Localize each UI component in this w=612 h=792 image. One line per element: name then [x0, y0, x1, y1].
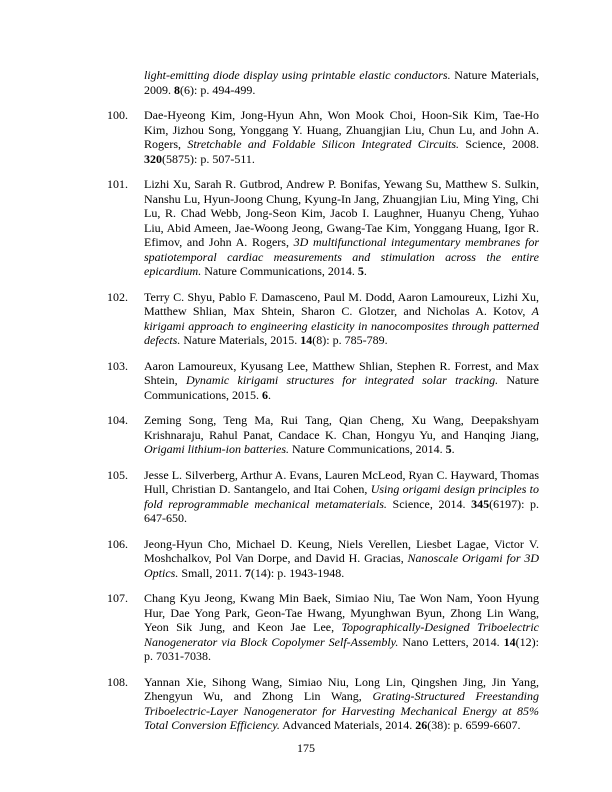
reference-item	[107, 468, 539, 526]
reference-text	[144, 413, 539, 456]
text-segment-italic: 3D multifunctional integumentary membranes for spatiotemporal cardiac measurements and stimulation across the entire epicardium.	[144, 235, 539, 278]
reference-text	[144, 468, 539, 526]
text-segment-italic: Origami lithium-ion batteries.	[144, 442, 289, 456]
text-segment-normal: (6197): p. 647-650.	[144, 496, 540, 525]
text-segment-normal: Nature Communications, 2014.	[201, 264, 358, 278]
reference-item	[107, 290, 539, 348]
reference-item	[107, 177, 539, 279]
text-segment-italic: Nanoscale Origami for 3D Optics.	[144, 551, 539, 580]
text-segment-italic: Using origami design principles to fold reprogrammable mechanical metamaterials.	[144, 482, 539, 511]
text-segment-normal: (12): p. 7031-7038.	[144, 634, 539, 663]
text-segment-normal: Jesse L. Silverberg, Arthur A. Evans, Lauren McLeod, Ryan C. Hayward, Thomas Hull, Christian D. Santangelo, and Itai Cohen,	[144, 467, 539, 496]
text-segment-normal: (38): p. 6599-6607.	[427, 718, 521, 732]
text-segment-normal: Yannan Xie, Sihong Wang, Simiao Niu, Long Lin, Qingshen Jing, Jin Yang, Zhengyun Wu, and Zhong Lin Wang,	[144, 674, 539, 703]
reference-number: 104.	[107, 413, 128, 427]
text-segment-normal: (5875): p. 507-511.	[162, 151, 255, 166]
reference-number: 107.	[107, 591, 128, 605]
reference-text	[144, 177, 539, 278]
reference-item	[107, 108, 539, 166]
reference-number: 108.	[107, 674, 128, 689]
text-segment-italic: Grating-Structured Freestanding Triboelectric-Layer Nanogenerator for Harvesting Mechanical Energy at 85% Total Conversion Efficiency.	[144, 689, 539, 732]
reference-item	[107, 413, 539, 457]
text-segment-normal: Zeming Song, Teng Ma, Rui Tang, Qian Cheng, Xu Wang, Deepakshyam Krishnaraju, Rahul Panat, Candace K. Chan, Hongyu Yu, and Hanqing Jiang,	[144, 413, 539, 442]
reference-number: 102.	[107, 289, 128, 304]
text-segment-normal: Jeong-Hyun Cho, Michael D. Keung, Niels Verellen, Liesbet Lagae, Victor V. Moshchalkov, Pol Van Dorpe, and David H. Gracias,	[144, 536, 539, 565]
reference-number: 101.	[107, 177, 128, 191]
references-list	[107, 68, 539, 744]
reference-text	[144, 108, 539, 166]
text-segment-normal: Aaron Lamoureux, Kyusang Lee, Matthew Shlian, Stephen R. Forrest, and Max Shtein,	[144, 358, 539, 387]
text-segment-normal: Nano Letters, 2014.	[398, 634, 504, 649]
reference-number: 106.	[107, 536, 128, 551]
text-segment-bold: 5	[445, 442, 452, 456]
text-segment-normal: Nature Materials, 2009.	[144, 68, 539, 97]
reference-number: 103.	[107, 358, 128, 373]
reference-text	[144, 591, 539, 663]
text-segment-normal: Terry C. Shyu, Pablo F. Damasceno, Paul M. Dodd, Aaron Lamoureux, Lizhi Xu, Matthew Shlian, Max Shtein, Sharon C. Glotzer, and Nicholas A. Kotov,	[144, 289, 539, 318]
text-segment-bold: 320	[144, 151, 162, 166]
text-segment-bold: 14	[300, 333, 313, 347]
text-segment-normal: Advanced Materials, 2014.	[279, 718, 416, 732]
text-segment-normal: (8): p. 785-789.	[312, 333, 388, 347]
text-segment-bold: 14	[503, 634, 516, 649]
text-segment-normal: Nature Communications, 2014.	[289, 442, 446, 456]
text-segment-bold: 345	[471, 496, 490, 511]
text-segment-normal: .	[363, 264, 367, 278]
text-segment-normal: (6): p. 494-499.	[180, 82, 256, 97]
page-number: 175	[297, 741, 315, 755]
reference-item	[107, 675, 539, 733]
text-segment-normal: Chang Kyu Jeong, Kwang Min Baek, Simiao Niu, Tae Won Nam, Yoon Hyung Hur, Dae Yong Park, Geon-Tae Hwang, Myunghwan Byun, Zhong Lin Wang, Yeon Sik Jung, and Keon Jae Lee,	[144, 591, 539, 634]
text-segment-normal: .	[451, 442, 455, 456]
reference-text	[144, 537, 539, 580]
text-segment-bold: 7	[244, 565, 251, 580]
reference-item	[107, 591, 539, 664]
text-segment-italic: Dynamic kirigami structures for integrated solar tracking.	[185, 373, 499, 387]
text-segment-italic: light-emitting diode display using printable elastic conductors.	[144, 68, 451, 82]
text-segment-bold: 5	[357, 264, 364, 278]
text-segment-normal: Lizhi Xu, Sarah R. Gutbrod, Andrew P. Bonifas, Yewang Su, Matthew S. Sulkin, Nanshu Lu, Hyun-Joong Chung, Kyung-In Jang, Zhuangjian Liu, Ming Ying, Chi Lu, R. Chad Webb, Jong-Seon Kim, Jacob I. Laughner, Huanyu Cheng, Yuhao Liu, Abid Ameen, Jae-Woong Jeong, Gwang-Tae Kim, Yonggang Huang, Igor R. Efimov, and John A. Rogers,	[144, 177, 539, 249]
text-segment-normal: Small, 2011.	[178, 565, 245, 580]
text-segment-normal: .	[268, 387, 271, 402]
reference-text	[144, 359, 539, 402]
reference-text	[144, 290, 539, 348]
reference-item	[107, 537, 539, 581]
reference-text	[144, 675, 539, 733]
text-segment-bold: 8	[174, 82, 180, 97]
reference-number: 100.	[107, 108, 128, 122]
text-segment-italic: A kirigami approach to engineering elasticity in nanocomposites through patterned defects.	[144, 304, 539, 347]
text-segment-italic: Stretchable and Foldable Silicon Integrated Circuits.	[187, 137, 460, 151]
text-segment-normal: Science, 2008.	[459, 137, 539, 151]
reference-continuation	[107, 68, 539, 97]
text-segment-normal: Nature Materials, 2015.	[180, 333, 301, 347]
text-segment-bold: 6	[262, 387, 268, 402]
text-segment-italic: Topographically-Designed Triboelectric Nanogenerator via Block Copolymer Self-Assembly.	[144, 620, 539, 649]
text-segment-normal: Dae-Hyeong Kim, Jong-Hyun Ahn, Won Mook Choi, Hoon-Sik Kim, Tae-Ho Kim, Jizhou Song, Yonggang Y. Huang, Zhuangjian Liu, Chun Lu, and John A. Rogers,	[144, 108, 539, 151]
text-segment-normal: Science, 2014.	[386, 496, 472, 511]
text-segment-bold: 26	[415, 718, 428, 732]
reference-number: 105.	[107, 467, 128, 482]
text-segment-normal: Nature Communications, 2015.	[144, 373, 539, 402]
text-segment-normal: (14): p. 1943-1948.	[250, 565, 345, 580]
reference-item	[107, 359, 539, 403]
